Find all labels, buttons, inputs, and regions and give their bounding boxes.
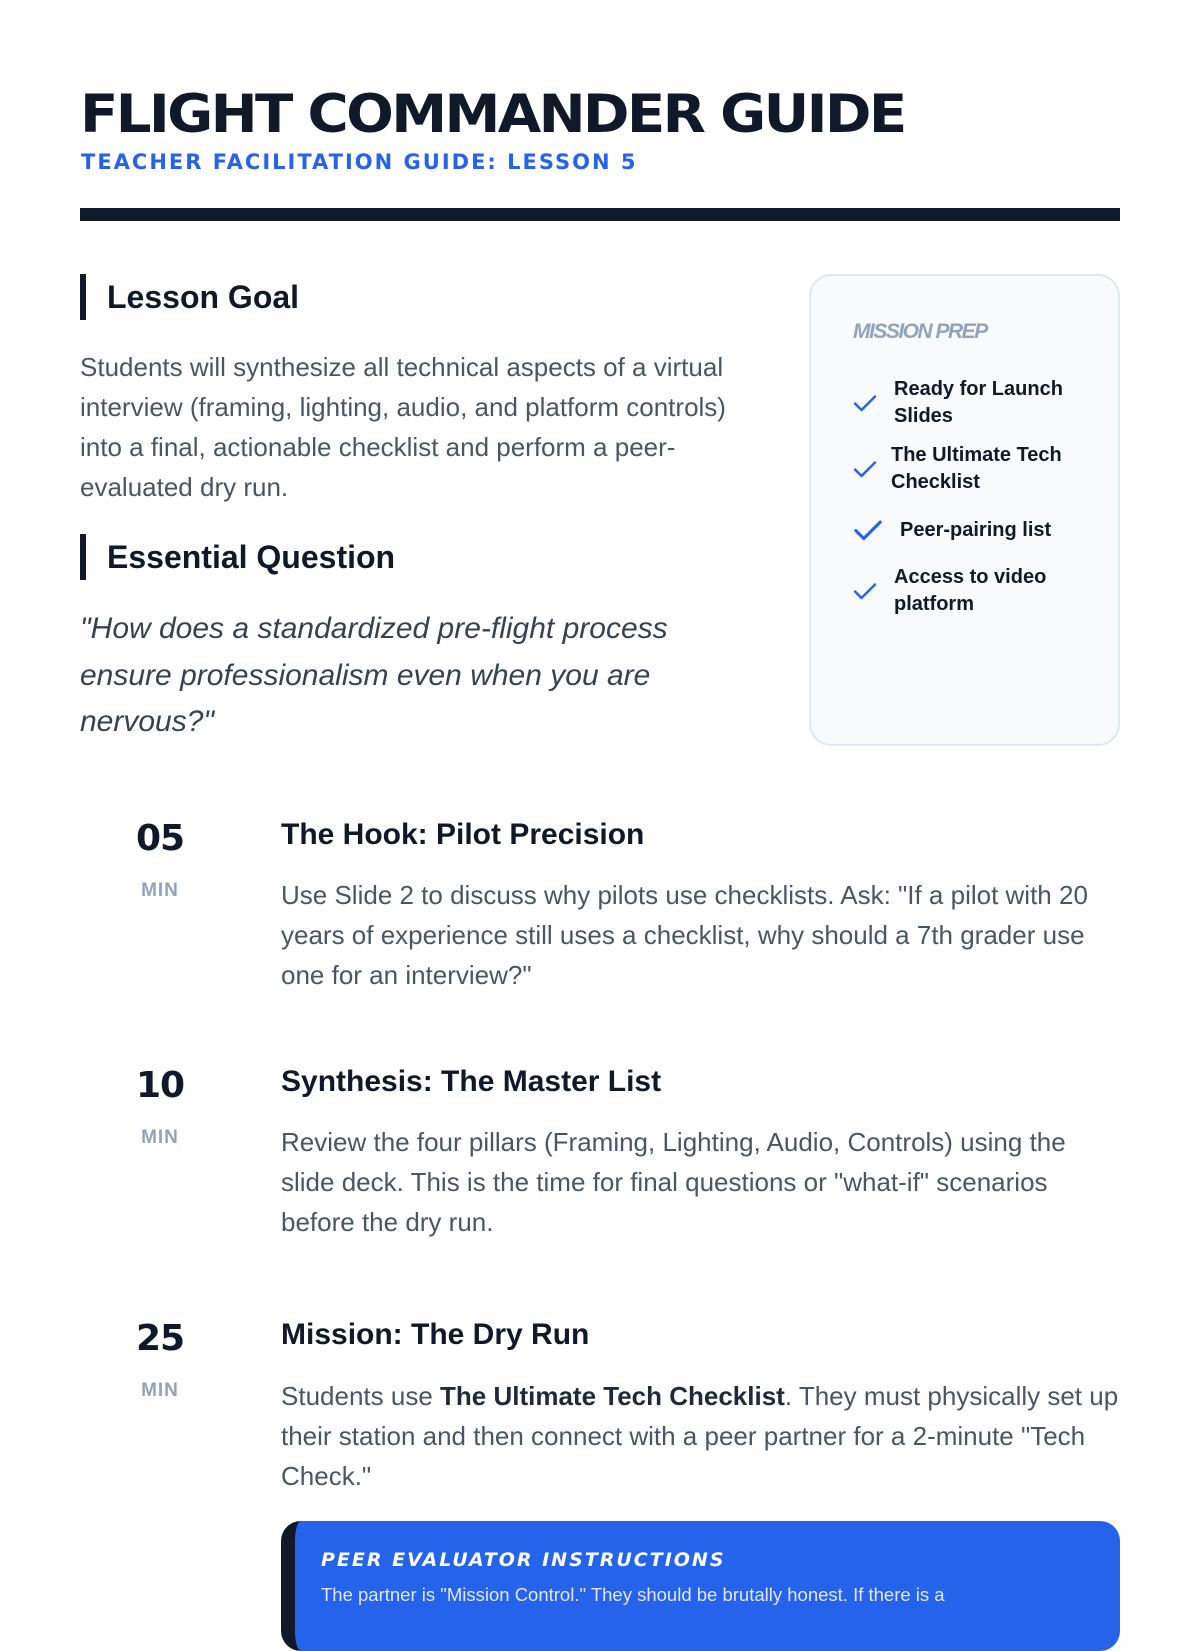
check-icon <box>851 455 879 483</box>
duration-number: 10 <box>135 1065 185 1106</box>
callout-text: The partner is "Mission Control." They should be brutally honest. If there is a <box>321 1584 945 1605</box>
prep-item <box>851 513 1051 547</box>
check-icon <box>851 577 879 605</box>
peer-evaluator-callout <box>281 1521 1120 1651</box>
checklist-name: The Ultimate Tech Checklist <box>440 1381 785 1411</box>
agenda-text-part: . They must physically set up their station and then connect with a peer partner for a 2-minute "Tech Check." <box>281 1381 1119 1491</box>
header-divider <box>80 208 1120 221</box>
agenda-text <box>281 1376 1121 1496</box>
check-icon <box>851 513 885 547</box>
agenda-title: Synthesis: The Master List <box>281 1065 662 1098</box>
prep-item-label: Peer-pairing list <box>900 518 1052 541</box>
page-subtitle: TEACHER FACILITATION GUIDE: LESSON 5 <box>81 150 638 174</box>
duration-unit: MIN <box>141 880 179 901</box>
prep-item <box>851 564 1064 617</box>
lesson-goal-heading: Lesson Goal <box>80 274 299 320</box>
guide-page <box>80 0 1120 1605</box>
essential-question-heading: Essential Question <box>80 534 395 580</box>
prep-item <box>851 376 1091 429</box>
agenda-text-part: Students use <box>281 1381 440 1411</box>
callout-title: PEER EVALUATOR INSTRUCTIONS <box>321 1549 726 1571</box>
duration-unit: MIN <box>141 1380 179 1401</box>
duration-number: 25 <box>135 1318 185 1359</box>
mission-prep-title: MISSION PREP <box>853 320 987 343</box>
agenda-text: Review the four pillars (Framing, Lighting, Audio, Controls) using the slide deck. This is the time for final questions or "what-if" scenarios before the dry run. <box>281 1127 1066 1237</box>
page-title: FLIGHT COMMANDER GUIDE <box>80 84 905 145</box>
lesson-goal-text: Students will synthesize all technical aspects of a virtual interview (framing, lighting, audio, and platform controls) into a final, actionable checklist and perform a peer-evaluated dry run. <box>80 352 726 502</box>
duration-unit: MIN <box>141 1127 179 1148</box>
agenda-title: The Hook: Pilot Precision <box>281 818 645 851</box>
agenda-title: Mission: The Dry Run <box>281 1318 590 1351</box>
prep-item-label: Ready for Launch Slides <box>894 378 1063 427</box>
agenda-text: Use Slide 2 to discuss why pilots use checklists. Ask: "If a pilot with 20 years of experience still uses a checklist, why should a 7th grader use one for an interview?" <box>281 880 1088 990</box>
prep-item-label: The Ultimate Tech Checklist <box>891 444 1062 493</box>
essential-question-text: "How does a standardized pre-flight process ensure professionalism even when you are nervous?" <box>80 612 668 738</box>
prep-item <box>851 442 1091 495</box>
duration-number: 05 <box>135 818 185 859</box>
mission-prep-card <box>809 274 1120 746</box>
check-icon <box>851 389 879 417</box>
prep-item-label: Access to video platform <box>894 566 1047 615</box>
